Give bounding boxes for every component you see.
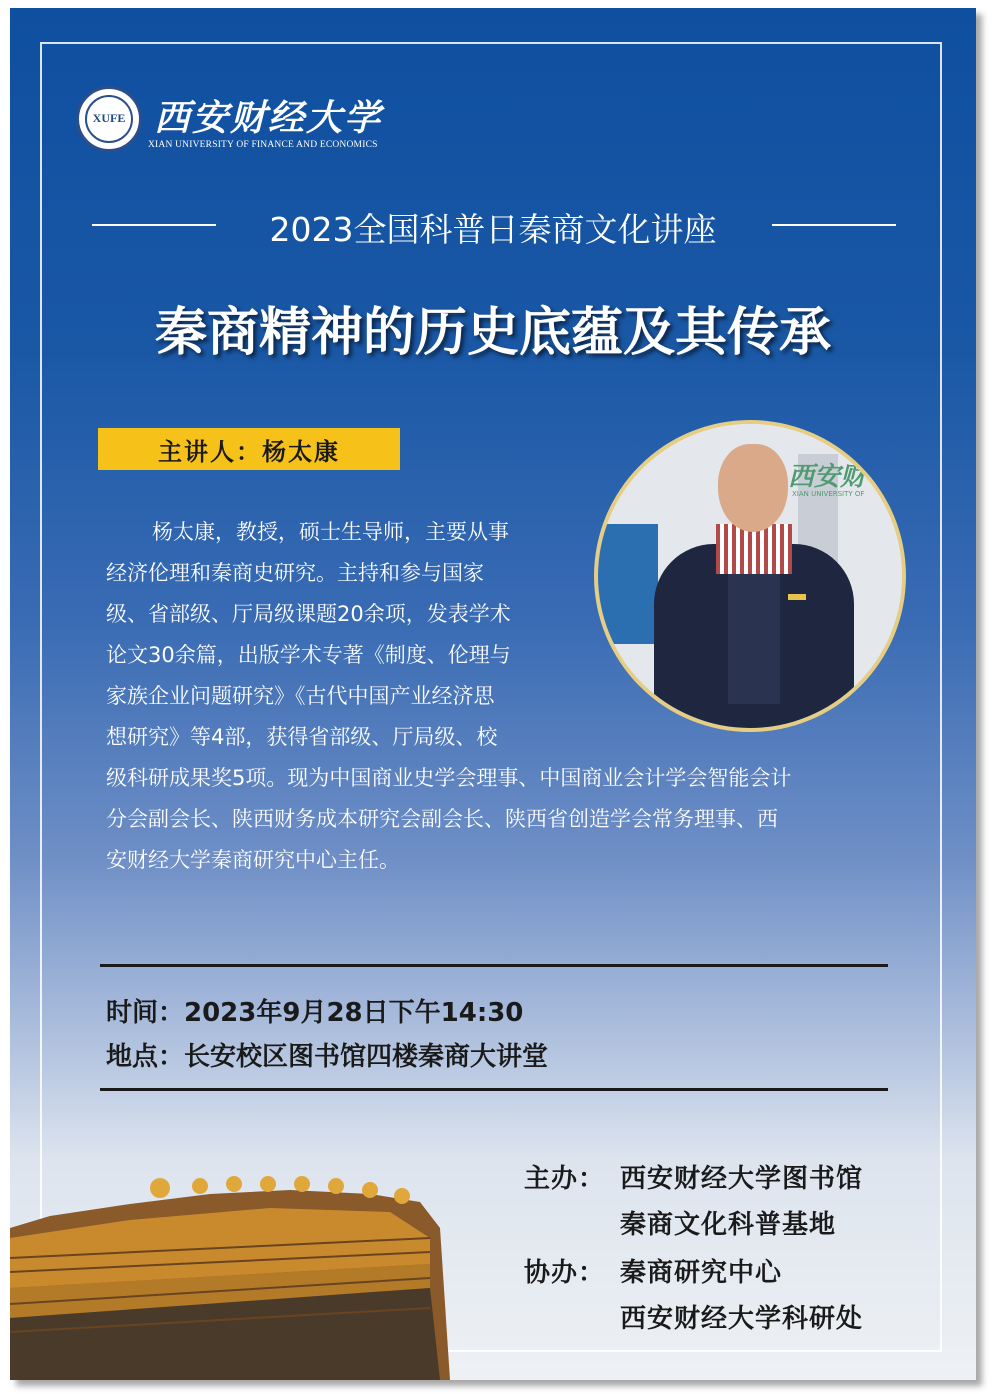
event-subtitle: 2023全国科普日秦商文化讲座 [269, 210, 717, 249]
event-time: 时间：2023年9月28日下午14:30 [106, 998, 524, 1028]
bio-line: 级科研成果奖5项。现为中国商业史学会理事、中国商业会计学会智能会计 [106, 766, 792, 790]
bio-line: 想研究》等4部，获得省部级、厅局级、校 [106, 725, 498, 749]
photo-frame [598, 424, 902, 728]
speaker-tag: 主讲人：杨太康 [98, 428, 400, 470]
bio-line: 级、省部级、厅局级课题20余项，发表学术 [106, 602, 511, 626]
host-1: 西安财经大学图书馆 [620, 1164, 864, 1194]
logo-abbr: XUFE [92, 111, 126, 125]
event-location: 地点：长安校区图书馆四楼秦商大讲堂 [106, 1042, 549, 1072]
university-name-en: XIAN UNIVERSITY OF FINANCE AND ECONOMICS [148, 140, 378, 150]
seal-icon [76, 86, 142, 152]
event-title: 秦商精神的历史底蕴及其传承 [154, 303, 831, 363]
divider-top [100, 964, 888, 967]
university-name: 西安财经大学 [154, 97, 383, 139]
bio-line: 家族企业问题研究》《古代中国产业经济思 [106, 684, 495, 708]
co-host-1: 秦商研究中心 [620, 1258, 783, 1288]
host-label: 主办： [524, 1164, 606, 1194]
photo-blue-panel [598, 524, 658, 644]
pin-badge-icon [788, 594, 806, 600]
bio-line: 分会副会长、陕西财务成本研究会副会长、陕西省创造学会常务理事、西 [106, 807, 778, 831]
palace-roof-image [10, 1168, 450, 1380]
photo-watermark-en: XIAN UNIVERSITY OF [792, 490, 865, 498]
bio-line: 杨太康，教授，硕士生导师，主要从事 [152, 520, 509, 544]
co-host-2: 西安财经大学科研处 [620, 1304, 864, 1334]
person-head [718, 444, 788, 532]
bio-line: 论文30余篇，出版学术专著《制度、伦理与 [106, 643, 511, 667]
divider-bottom [100, 1088, 888, 1091]
speaker-photo [594, 420, 906, 732]
poster [10, 8, 976, 1380]
bio-line: 经济伦理和秦商史研究。主持和参与国家 [106, 561, 484, 585]
bio-line: 安财经大学秦商研究中心主任。 [106, 848, 400, 872]
host-2: 秦商文化科普基地 [620, 1210, 837, 1240]
co-host-label: 协办： [524, 1258, 606, 1288]
photo-watermark: 西安财 [788, 462, 867, 492]
university-logo [76, 86, 396, 156]
